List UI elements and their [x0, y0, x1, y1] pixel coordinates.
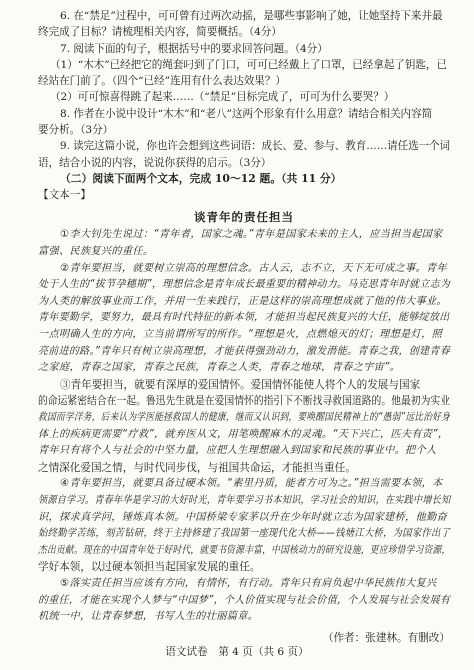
article-line: 处于人生的“拔节孕穗期”，理想信念是青年成长最重要的精神动力。马克思青年时就立志为 [38, 279, 451, 291]
article-line: 之情深化爱国之情，与时代同步伐，与祖国共命运，才能担当重任。 [38, 461, 356, 474]
section-heading: （二）阅读下面两个文本，完成 10～12 题。（共 11 分） [60, 171, 342, 185]
article-title: 谈青年的责任担当 [194, 210, 294, 225]
article-body [38, 227, 450, 625]
article-line: 亮前进的路。”青年只有树立崇高理想，才能获得强劲动力，激发潜能。青春之我，创建青春 [38, 345, 451, 357]
question-9-line-2: 语，结合小说的内容，说说你获得的启示。（3分） [38, 156, 272, 169]
question-7-sub-1-line-2: 经站在门前了。（四个“已经”连用有什么表达效果？） [38, 75, 286, 88]
question-8-line-2: 要分析。（3分） [38, 124, 114, 137]
question-7-line-1: 7. 阅读下面的句子，根据括号中的要求回答问题。（4分） [60, 42, 328, 55]
article-line: 青年要勤学，要努力，最具有时代特征的新本领，才能担当起民族复兴的大任，能够绽放出 [38, 312, 450, 324]
question-7-sub-1-line-1: （1）“木木”已经把它的绳套叼到了门口，可可已经戴上了口罩，已经拿起了钥匙，已 [50, 58, 447, 71]
author-credit: （作者：张建林。有删改） [322, 631, 450, 644]
article-line: 机统一中，让青春梦想，书写人生的壮丽篇章。 [38, 611, 259, 623]
question-6-line-2: 终完成了目标？请梳理相关内容，简要概括。（4分） [38, 26, 282, 39]
question-7-sub-2: （2）可可惊喜得跳了起来……（“禁足”目标完成了，可可为什么要哭？） [50, 91, 395, 104]
question-8-line-1: 8. 作者在小说中设计“木木”和“老八”这两个形象有什么用意？请结合相关内容简 [60, 107, 433, 120]
article-line: ①李大钊先生说过：“青年者，国家之魂。”青年是国家未来的主人，应当担当起国家 [60, 229, 443, 241]
article-line: 之家庭，青春之国家，青春之民族，青春之人类，青春之地球，青春之宇宙”。 [38, 362, 401, 374]
article-line: 始终勤学苦练，刻苦钻研，终于主持修建了我国第一座现代化大桥——钱塘江大桥，为国家作出了 [38, 528, 451, 540]
article-line: ②青年要担当，就要树立崇高的理想信念。古人云，志不立，天下无可成之事。青年 [60, 262, 447, 274]
article-line: 杰出贡献。现在的中国青年处于好时代，就要书资源丰富，中国核动力的研究设施，更应珍惜学习资源， [38, 544, 451, 556]
article-line: 学好本领，以过硬本领担当起国家发展的重任。 [38, 561, 261, 574]
text-one-tag: 【文本一】 [38, 189, 91, 202]
page-content [38, 8, 450, 648]
article-line: 青年只有将个人与社会的中坚力量，应把人生理想融入到国家和民族的事业中。把个人 [38, 445, 437, 457]
article-line: 为人类的解放事业而工作，并用一生来践行，正是这样的崇高理想成就了他的伟大事业。 [38, 295, 448, 307]
article-line: 识，探求真学问，锤炼真本领。中国桥梁专家茅以升在少年时就立志为国家建桥，他勤奋 [38, 511, 448, 523]
article-line: 的命运紧密结合在一起。鲁迅先生就是在爱国情怀的指引下不断找寻救国道路的。他最初为实业 [38, 395, 451, 408]
article-line: ⑤落实责任担当应该有方向，有情怀，有行动。青年只有肩负起中华民族伟大复兴 [60, 577, 437, 589]
article-line: 一点明确人生的方向，立当前谓所写的所作。“理想是火，点燃熄灭的灯；理想是灯，照 [38, 329, 443, 341]
article-line: ③青年要担当，就要有深厚的爱国情怀。爱国情怀能使人将个人的发展与国家 [60, 378, 421, 391]
article-line: 救国而学洋务，后来认为学医能拯救国人的健康，继而又认识到，要唤醒国民精神上的“愚弱”远比治好身 [38, 412, 451, 423]
article-line: 富强、民族复兴的重任。 [38, 246, 154, 258]
question-9-line-1: 9. 读完这篇小说，你也许会想到这些词语：成长、爱、参与、教育……请任选一个词 [59, 140, 451, 153]
article-line: ④青年要担当，就要具备过硬本领。“素里丹质，能者方可为之。”担当需要本领，本 [60, 478, 443, 490]
page-footer: 语文试卷 第 4 页（共 6 页） [165, 646, 309, 658]
question-block [38, 8, 450, 171]
article-line: 的重任，才能在实现个人梦与“中国梦”，个人价值实现与社会价值，个人发展与社会发展有 [38, 594, 451, 606]
article-line: 体上的疾病更需要“疗救”，就弃医从文，用笔唤醒麻木的灵魂。“天下兴亡，匹夫有责”， [38, 428, 449, 440]
article-line: 领源自学习。青春年华是学习的大好时光，青年要学习书本知识，学习社会的知识，在实践中增长知 [38, 494, 451, 506]
question-6-line-1: 6. 在“禁足”过程中，可可曾有过两次动摇，是哪些事影响了她，让她坚持下来并最 [60, 10, 443, 22]
